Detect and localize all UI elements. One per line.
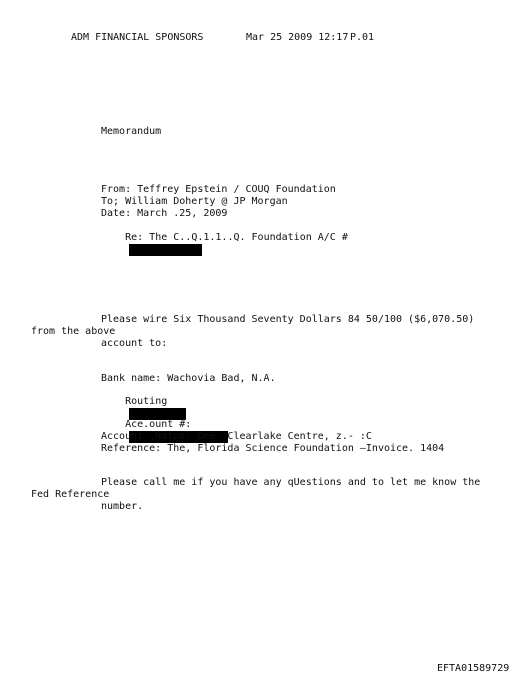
memo-re-text: Re: The C..Q.1.1..Q. Foundation A/C # <box>125 232 348 243</box>
account-number-label: Ace.ount #: <box>125 419 192 430</box>
document-id: EFTA01589729 <box>437 663 510 674</box>
bank-name: Bank name: Wachovia Bad, N.A. <box>101 373 276 384</box>
call-instruction-line2: Fed Reference <box>31 489 110 500</box>
call-instruction-line1: Please call me if you have any qUestions and to let me know the <box>101 477 481 488</box>
redaction-box <box>129 244 202 256</box>
routing-label: Routing <box>125 396 168 407</box>
reference-line: Reference: The, Florida Science Foundation —Invoice. 1404 <box>101 443 445 454</box>
wire-instruction-line1: Please wire Six Thousand Seventy Dollars 84 50/100 ($6,070.50) <box>101 314 475 325</box>
memo-re <box>101 220 348 268</box>
wire-instruction-line2: from the above <box>31 326 116 337</box>
memo-title: Memorandum <box>101 126 162 137</box>
fax-sender: ADM FINANCIAL SPONSORS <box>71 32 204 43</box>
memo-to: To; William Doherty @ JP Morgan <box>101 196 288 207</box>
fax-datetime: Mar 25 2009 12:17 <box>246 32 349 43</box>
account-name: Account ,Natne: One. Clearlake Centre, z.- :C <box>101 431 372 442</box>
wire-instruction-line3: account to: <box>101 338 168 349</box>
fax-page-number: P.01 <box>350 32 375 43</box>
call-instruction-line3: number. <box>101 501 144 512</box>
memo-date: Date: March .25, 2009 <box>101 208 228 219</box>
memo-from: From: Teffrey Epstein / COUQ Foundation <box>101 184 336 195</box>
